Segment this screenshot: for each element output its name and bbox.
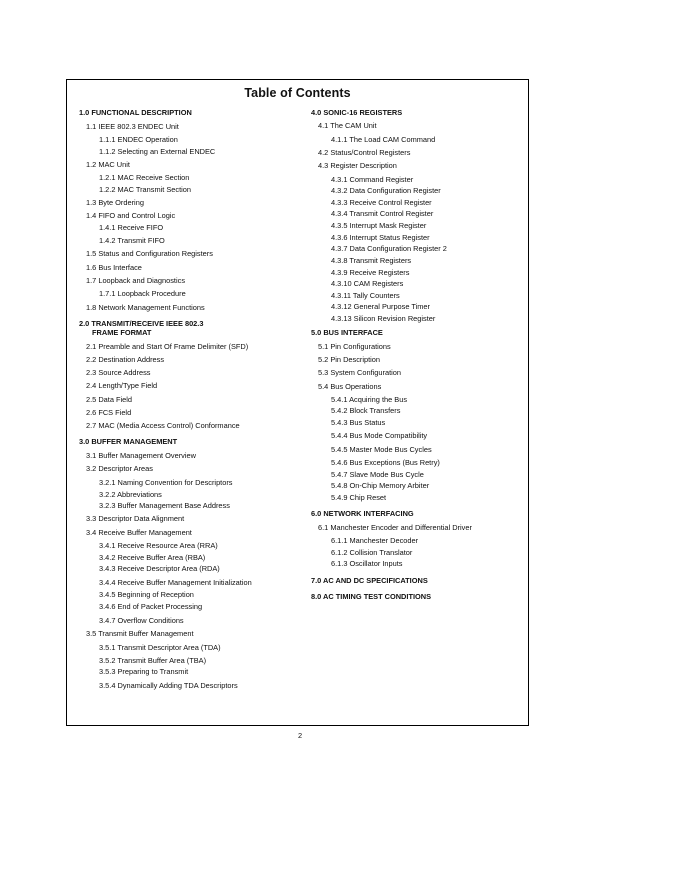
toc-entry <box>331 175 413 184</box>
toc-entry-text: 7.0 AC AND DC SPECIFICATIONS <box>311 576 428 585</box>
toc-entry-text: 1.4 FIFO and Control Logic <box>86 211 176 220</box>
toc-entry-text: 3.4.3 Receive Descriptor Area (RDA) <box>99 564 220 573</box>
toc-entry-text: 4.3 Register Description <box>318 161 397 170</box>
toc-entry <box>331 418 385 427</box>
toc-entry-text: 6.1.2 Collision Translator <box>331 548 413 557</box>
page-title: Table of Contents <box>244 86 351 100</box>
toc-entry-text: 5.1 Pin Configurations <box>318 342 391 351</box>
toc-entry-text: 2.4 Length/Type Field <box>86 381 158 390</box>
toc-entry <box>318 368 401 377</box>
toc-entry-text: 3.2.1 Naming Convention for Descriptors <box>99 478 233 487</box>
toc-entry <box>331 268 409 277</box>
toc-entry-text: 1.8 Network Management Functions <box>86 303 205 312</box>
toc-entry-text: 3.4.5 Beginning of Reception <box>99 590 194 599</box>
toc-entry-text: 5.4.1 Acquiring the Bus <box>331 395 408 404</box>
page-number: 2 <box>297 731 303 740</box>
toc-entry-text: 4.3.3 Receive Control Register <box>331 198 432 207</box>
toc-entry-text: 1.7.1 Loopback Procedure <box>99 289 186 298</box>
toc-entry-text: 2.3 Source Address <box>86 368 151 377</box>
toc-entry-text: 6.0 NETWORK INTERFACING <box>311 509 414 518</box>
toc-entry-text: 1.2 MAC Unit <box>86 160 130 169</box>
toc-entry-text: 3.3 Descriptor Data Alignment <box>86 514 185 523</box>
toc-entry-text: 3.2.3 Buffer Management Base Address <box>99 501 230 510</box>
toc-entry <box>331 291 400 300</box>
toc-entry-text: 5.4.2 Block Transfers <box>331 406 401 415</box>
toc-entry-text: 3.5.3 Preparing to Transmit <box>99 667 189 676</box>
toc-entry-text: 4.0 SONIC-16 REGISTERS <box>311 108 403 117</box>
toc-entry-text: 1.4.2 Transmit FIFO <box>99 236 165 245</box>
toc-entry <box>318 161 397 170</box>
toc-entry <box>331 302 430 311</box>
toc-entry <box>331 221 426 230</box>
toc-entry-text: 1.2.1 MAC Receive Section <box>99 173 190 182</box>
toc-entry <box>331 470 424 479</box>
toc-entry <box>318 148 410 157</box>
toc-entry <box>331 256 411 265</box>
toc-entry <box>331 493 386 502</box>
toc-entry-text: 8.0 AC TIMING TEST CONDITIONS <box>311 592 432 601</box>
toc-entry <box>331 458 440 467</box>
toc-entry-text: 6.1.3 Oscillator Inputs <box>331 559 403 568</box>
toc-entry <box>331 314 435 323</box>
toc-entry-text: 5.4 Bus Operations <box>318 382 382 391</box>
toc-entry <box>318 382 381 391</box>
toc-entry-text: 2.2 Destination Address <box>86 355 165 364</box>
toc-entry <box>331 559 402 568</box>
toc-entry-text: 4.2 Status/Control Registers <box>318 148 411 157</box>
toc-entry-text: 4.3.6 Interrupt Status Register <box>331 233 430 242</box>
toc-entry-text: 2.1 Preamble and Start Of Frame Delimiter (SFD) <box>86 342 249 351</box>
toc-entry-text: 1.2.2 MAC Transmit Section <box>99 185 192 194</box>
toc-entry-text: 3.4.1 Receive Resource Area (RRA) <box>99 541 218 550</box>
toc-entry <box>331 233 430 242</box>
toc-entry-text: 3.4.6 End of Packet Processing <box>99 602 203 611</box>
toc-entry-text: 3.4.4 Receive Buffer Management Initialization <box>99 578 252 587</box>
toc-entry-text: 5.4.9 Chip Reset <box>331 493 387 502</box>
toc-entry-text: 4.3.8 Transmit Registers <box>331 256 412 265</box>
toc-entry-text: 1.3 Byte Ordering <box>86 198 144 207</box>
toc-entry <box>331 406 400 415</box>
toc-entry <box>331 135 435 144</box>
toc-entry <box>331 198 432 207</box>
toc-entry-text: 3.5 Transmit Buffer Management <box>86 629 194 638</box>
toc-entry <box>318 355 380 364</box>
toc-entry-text: 3.1 Buffer Management Overview <box>86 451 196 460</box>
toc-entry-text: 1.5 Status and Configuration Registers <box>86 249 213 258</box>
toc-entry <box>331 481 429 490</box>
toc-entry <box>331 186 441 195</box>
toc-section-heading <box>311 328 383 337</box>
toc-entry-text: 1.4.1 Receive FIFO <box>99 223 164 232</box>
toc-entry-text: 4.3.4 Transmit Control Register <box>331 209 434 218</box>
toc-entry-text: 3.5.4 Dynamically Adding TDA Descriptors <box>99 681 238 690</box>
toc-entry-text: 5.4.7 Slave Mode Bus Cycle <box>331 470 424 479</box>
toc-entry-text: 4.1.1 The Load CAM Command <box>331 135 436 144</box>
toc-entry-text: 4.3.13 Silicon Revision Register <box>331 314 436 323</box>
toc-entry <box>331 548 412 557</box>
toc-entry-text: 5.4.8 On-Chip Memory Arbiter <box>331 481 430 490</box>
toc-entry-text: 5.4.6 Bus Exceptions (Bus Retry) <box>331 458 440 467</box>
toc-entry-text: 4.3.10 CAM Registers <box>331 279 404 288</box>
toc-entry-text: 6.1 Manchester Encoder and Differential Driver <box>318 523 472 532</box>
toc-entry <box>318 342 391 351</box>
toc-entry-text: 4.3.5 Interrupt Mask Register <box>331 221 427 230</box>
toc-entry-text: 4.3.1 Command Register <box>331 175 414 184</box>
toc-section-heading <box>311 592 431 601</box>
toc-entry-text: 6.1.1 Manchester Decoder <box>331 536 419 545</box>
toc-entry-text: 4.3.11 Tally Counters <box>331 291 400 300</box>
toc-entry-text: 2.5 Data Field <box>86 395 133 404</box>
toc-entry-text: 3.5.1 Transmit Descriptor Area (TDA) <box>99 643 221 652</box>
toc-entry <box>331 536 418 545</box>
toc-entry-text: 1.1 IEEE 802.3 ENDEC Unit <box>86 122 179 131</box>
toc-section-heading <box>311 108 402 117</box>
toc-entry-text: 3.4.2 Receive Buffer Area (RBA) <box>99 553 206 562</box>
toc-section-heading <box>311 576 428 585</box>
toc-entry-text: 4.3.9 Receive Registers <box>331 268 410 277</box>
toc-entry <box>331 279 403 288</box>
toc-entry-text: 3.5.2 Transmit Buffer Area (TBA) <box>99 656 207 665</box>
toc-entry-text: 5.4.4 Bus Mode Compatibility <box>331 431 428 440</box>
toc-entry-text: 5.0 BUS INTERFACE <box>311 328 383 337</box>
toc-entry-text: 2.7 MAC (Media Access Control) Conformance <box>86 421 240 430</box>
toc-entry-text: 5.4.5 Master Mode Bus Cycles <box>331 445 432 454</box>
toc-entry <box>331 209 433 218</box>
toc-entry-text: 4.3.7 Data Configuration Register 2 <box>331 244 447 253</box>
toc-entry <box>318 121 377 130</box>
toc-entry <box>331 431 427 440</box>
toc-entry <box>331 445 432 454</box>
toc-entry-text: 1.0 FUNCTIONAL DESCRIPTION <box>79 108 192 117</box>
toc-entry-text: 2.0 TRANSMIT/RECEIVE IEEE 802.3 <box>79 319 204 328</box>
toc-entry-text: 5.2 Pin Description <box>318 355 381 364</box>
toc-entry-text: 1.1.1 ENDEC Operation <box>99 135 178 144</box>
toc-entry-text: 4.3.12 General Purpose Timer <box>331 302 431 311</box>
toc-entry-text: 3.0 BUFFER MANAGEMENT <box>79 437 178 446</box>
toc-entry-text: 4.3.2 Data Configuration Register <box>331 186 441 195</box>
toc-entry-text: 1.6 Bus Interface <box>86 263 142 272</box>
toc-entry-text: 3.4.7 Overflow Conditions <box>99 616 184 625</box>
toc-section-heading <box>311 509 414 518</box>
toc-entry-text: 1.1.2 Selecting an External ENDEC <box>99 147 216 156</box>
toc-entry-text-continued: FRAME FORMAT <box>92 328 152 337</box>
toc-entry-text: 1.7 Loopback and Diagnostics <box>86 276 186 285</box>
toc-entry-text: 3.4 Receive Buffer Management <box>86 528 192 537</box>
toc-entry-text: 4.1 The CAM Unit <box>318 121 377 130</box>
toc-entry-text: 2.6 FCS Field <box>86 408 132 417</box>
toc-entry <box>331 395 407 404</box>
toc-entry-text: 3.2 Descriptor Areas <box>86 464 153 473</box>
toc-entry-text: 3.2.2 Abbreviations <box>99 490 162 499</box>
toc-entry <box>331 244 447 253</box>
toc-entry <box>318 523 472 532</box>
toc-entry-text: 5.3 System Configuration <box>318 368 401 377</box>
toc-entry-text: 5.4.3 Bus Status <box>331 418 386 427</box>
